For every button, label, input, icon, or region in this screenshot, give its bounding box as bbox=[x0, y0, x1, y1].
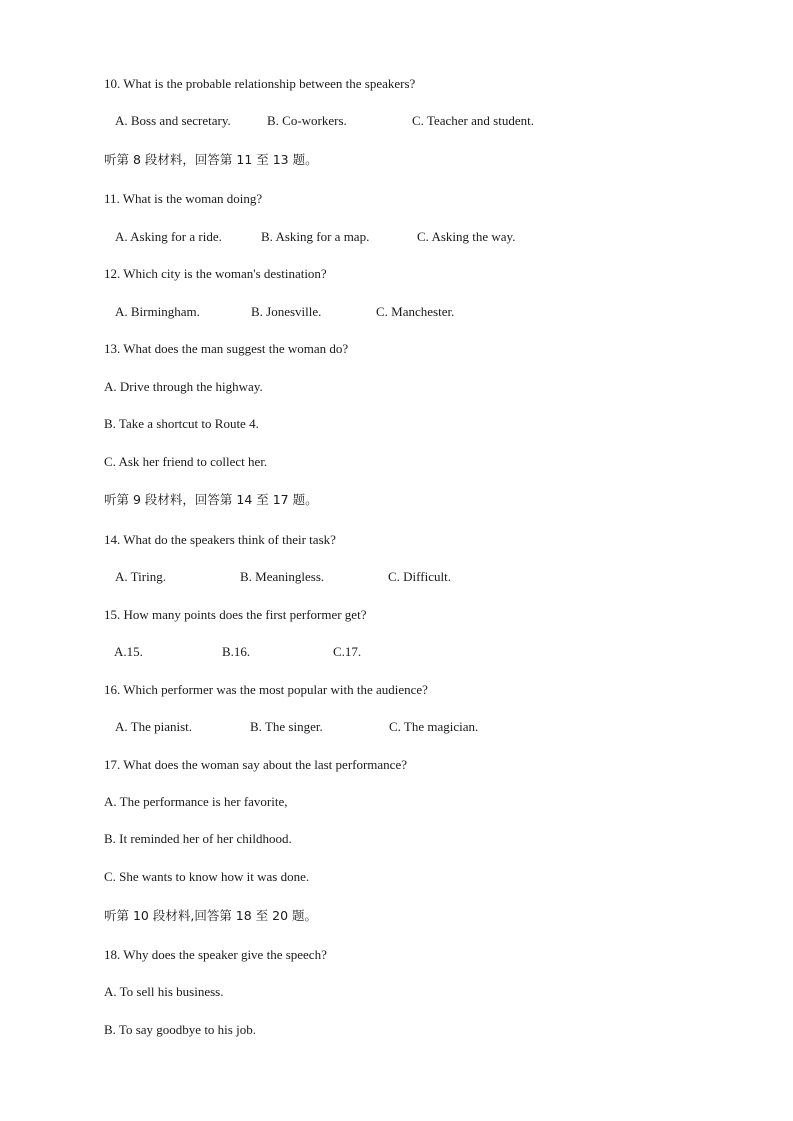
question-text: 11. What is the woman doing? bbox=[104, 191, 263, 206]
question-text: 13. What does the man suggest the woman do? bbox=[104, 341, 349, 356]
answer-option: C. Manchester. bbox=[376, 304, 455, 319]
answer-option: C. The magician. bbox=[389, 719, 479, 734]
answer-option: A. Birmingham. bbox=[115, 304, 200, 319]
answer-option: C.17. bbox=[333, 644, 362, 659]
question-text: 18. Why does the speaker give the speech? bbox=[104, 947, 327, 962]
question-text: 17. What does the woman say about the last performance? bbox=[104, 757, 407, 772]
question-text: B. To say goodbye to his job. bbox=[104, 1022, 256, 1037]
question-text: B. It reminded her of her childhood. bbox=[104, 831, 292, 846]
question-text: A. The performance is her favorite, bbox=[104, 794, 288, 809]
answer-option: B. Jonesville. bbox=[251, 304, 322, 319]
answer-option: A. Tiring. bbox=[115, 569, 166, 584]
question-text: B. Take a shortcut to Route 4. bbox=[104, 416, 259, 431]
section-instruction: 听第 10 段材料,回答第 18 至 20 题。 bbox=[104, 908, 318, 923]
question-text: 15. How many points does the first performer get? bbox=[104, 607, 367, 622]
question-text: 14. What do the speakers think of their task? bbox=[104, 532, 336, 547]
answer-option: B. Co-workers. bbox=[267, 113, 347, 128]
question-text: C. Ask her friend to collect her. bbox=[104, 454, 268, 469]
answer-option: A. The pianist. bbox=[115, 719, 193, 734]
question-text: A. Drive through the highway. bbox=[104, 379, 263, 394]
question-text: 16. Which performer was the most popular with the audience? bbox=[104, 682, 428, 697]
question-text: A. To sell his business. bbox=[104, 984, 224, 999]
question-text: 12. Which city is the woman's destination? bbox=[104, 266, 327, 281]
answer-option: B. Asking for a map. bbox=[261, 229, 370, 244]
answer-option: A. Boss and secretary. bbox=[115, 113, 231, 128]
answer-option: A. Asking for a ride. bbox=[115, 229, 222, 244]
question-text: C. She wants to know how it was done. bbox=[104, 869, 310, 884]
question-text: 10. What is the probable relationship between the speakers? bbox=[104, 76, 416, 91]
answer-option: B. The singer. bbox=[250, 719, 323, 734]
answer-option: C. Difficult. bbox=[388, 569, 451, 584]
section-instruction: 听第 9 段材料，回答第 14 至 17 题。 bbox=[104, 492, 318, 507]
answer-option: B.16. bbox=[222, 644, 251, 659]
answer-option: A.15. bbox=[114, 644, 143, 659]
answer-option: C. Teacher and student. bbox=[412, 113, 534, 128]
section-instruction: 听第 8 段材料，回答第 11 至 13 题。 bbox=[104, 152, 318, 167]
answer-option: C. Asking the way. bbox=[417, 229, 516, 244]
answer-option: B. Meaningless. bbox=[240, 569, 325, 584]
